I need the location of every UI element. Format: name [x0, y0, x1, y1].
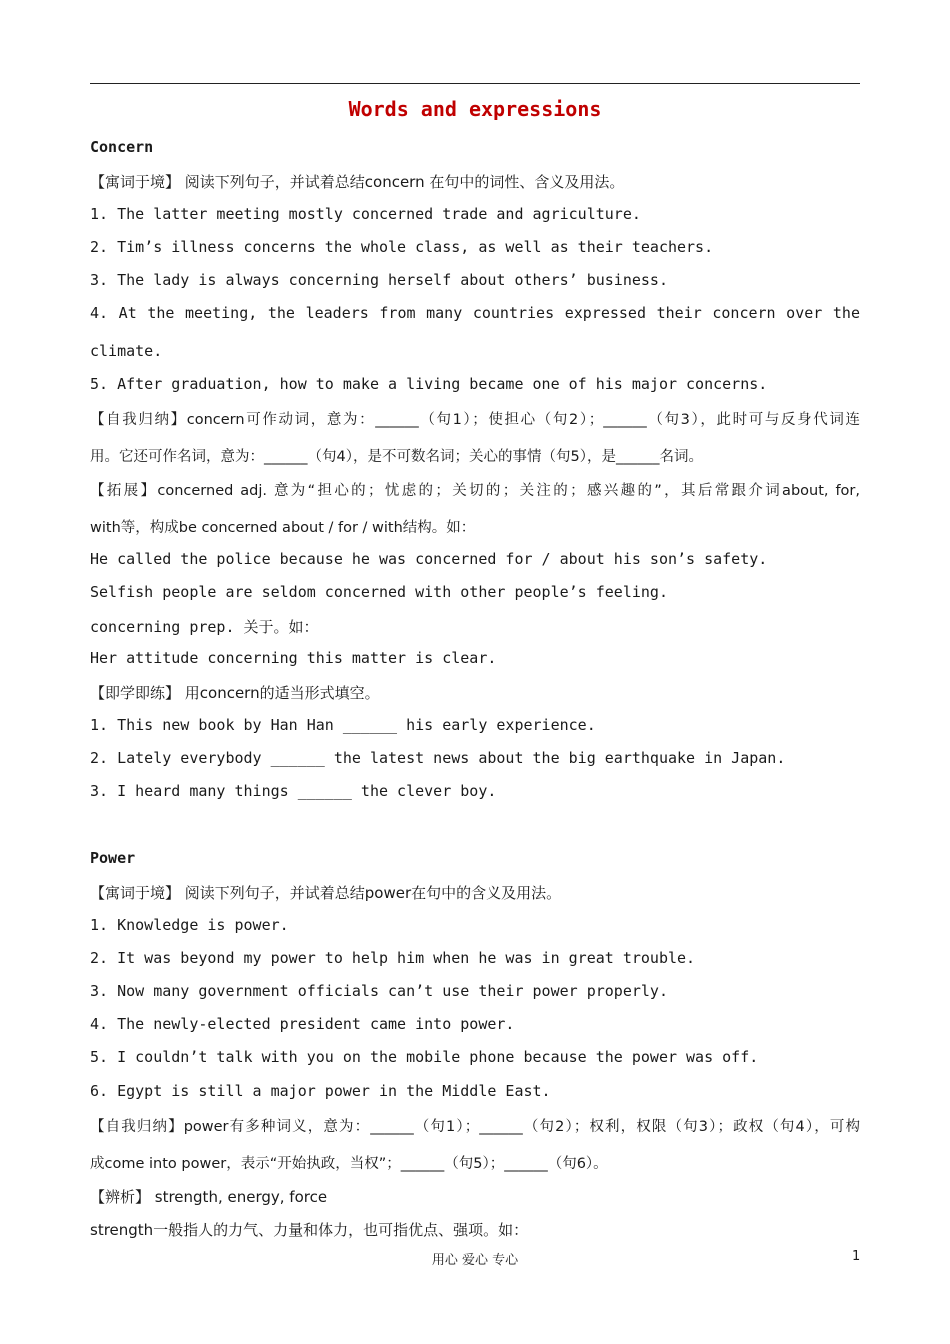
- concern-example-1: He called the police because he was concerned for / about his son’s safety.: [90, 550, 768, 568]
- concern-practice-1: 1. This new book by Han Han ______ his early experience.: [90, 716, 596, 734]
- page-footer: 用心 爱心 专心: [431, 1253, 519, 1268]
- concern-expand: 【拓展】concerned adj. 意为“担心的；忧虑的；关切的；关注的；感兴趣的”，其后常跟介词about, for,: [90, 483, 860, 499]
- power-summary-cont: 成come into power，表示“开始执政，当权”；______（句5）；______（句6）。: [90, 1156, 608, 1172]
- power-sentence-3: 3. Now many government officials can’t use their power properly.: [90, 982, 668, 1000]
- concern-sentence-4: 4. At the meeting, the leaders from many countries expressed their concern over the: [90, 304, 860, 322]
- power-sentence-2: 2. It was beyond my power to help him when he was in great trouble.: [90, 949, 696, 967]
- power-sentence-6: 6. Egypt is still a major power in the Middle East.: [90, 1082, 551, 1100]
- concern-example-3: concerning prep. 关于。如：: [90, 618, 319, 636]
- section-heading-concern: Concern: [90, 138, 154, 156]
- concern-sentence-2: 2. Tim’s illness concerns the whole class, as well as their teachers.: [90, 238, 714, 256]
- page-title: Words and expressions: [348, 97, 602, 121]
- power-sentence-5: 5. I couldn’t talk with you on the mobile phone because the power was off.: [90, 1048, 759, 1066]
- power-intro: 【寓词于境】 阅读下列句子，并试着总结power在句中的含义及用法。: [90, 884, 562, 902]
- concern-summary: 【自我归纳】concern可作动词，意为：______（句1）；使担心（句2）；______（句3），此时可与反身代词连: [90, 412, 860, 428]
- concern-summary-cont: 用。它还可作名词，意为：______（句4），是不可数名词；关心的事情（句5），是______名词。: [90, 449, 703, 465]
- concern-practice: 【即学即练】 用concern的适当形式填空。: [90, 684, 380, 702]
- power-summary: 【自我归纳】power有多种词义，意为：______（句1）；______（句2）；权利，权限（句3）；政权（句4），可构: [90, 1119, 860, 1135]
- top-rule: [90, 83, 860, 84]
- power-sentence-1: 1. Knowledge is power.: [90, 916, 289, 934]
- concern-sentence-1: 1. The latter meeting mostly concerned trade and agriculture.: [90, 205, 641, 223]
- concern-sentence-4-cont: climate.: [90, 342, 163, 360]
- concern-intro: 【寓词于境】 阅读下列句子，并试着总结concern 在句中的词性、含义及用法。: [90, 173, 625, 191]
- page-number: 1: [852, 1249, 861, 1264]
- concern-example-2: Selfish people are seldom concerned with other people’s feeling.: [90, 583, 668, 601]
- concern-sentence-5: 5. After graduation, how to make a living became one of his major concerns.: [90, 375, 768, 393]
- concern-example-4: Her attitude concerning this matter is clear.: [90, 649, 497, 667]
- power-analysis: 【辨析】 strength, energy, force: [90, 1188, 328, 1206]
- concern-practice-2: 2. Lately everybody ______ the latest news about the big earthquake in Japan.: [90, 749, 786, 767]
- concern-practice-3: 3. I heard many things ______ the clever boy.: [90, 782, 497, 800]
- section-heading-power: Power: [90, 849, 136, 867]
- concern-sentence-3: 3. The lady is always concerning herself about others’ business.: [90, 271, 668, 289]
- power-sentence-4: 4. The newly-elected president came into power.: [90, 1015, 515, 1033]
- power-analysis-cont: strength一般指人的力气、力量和体力，也可指优点、强项。如：: [90, 1221, 529, 1239]
- concern-expand-cont: with等，构成be concerned about / for / with结构。如：: [90, 520, 476, 536]
